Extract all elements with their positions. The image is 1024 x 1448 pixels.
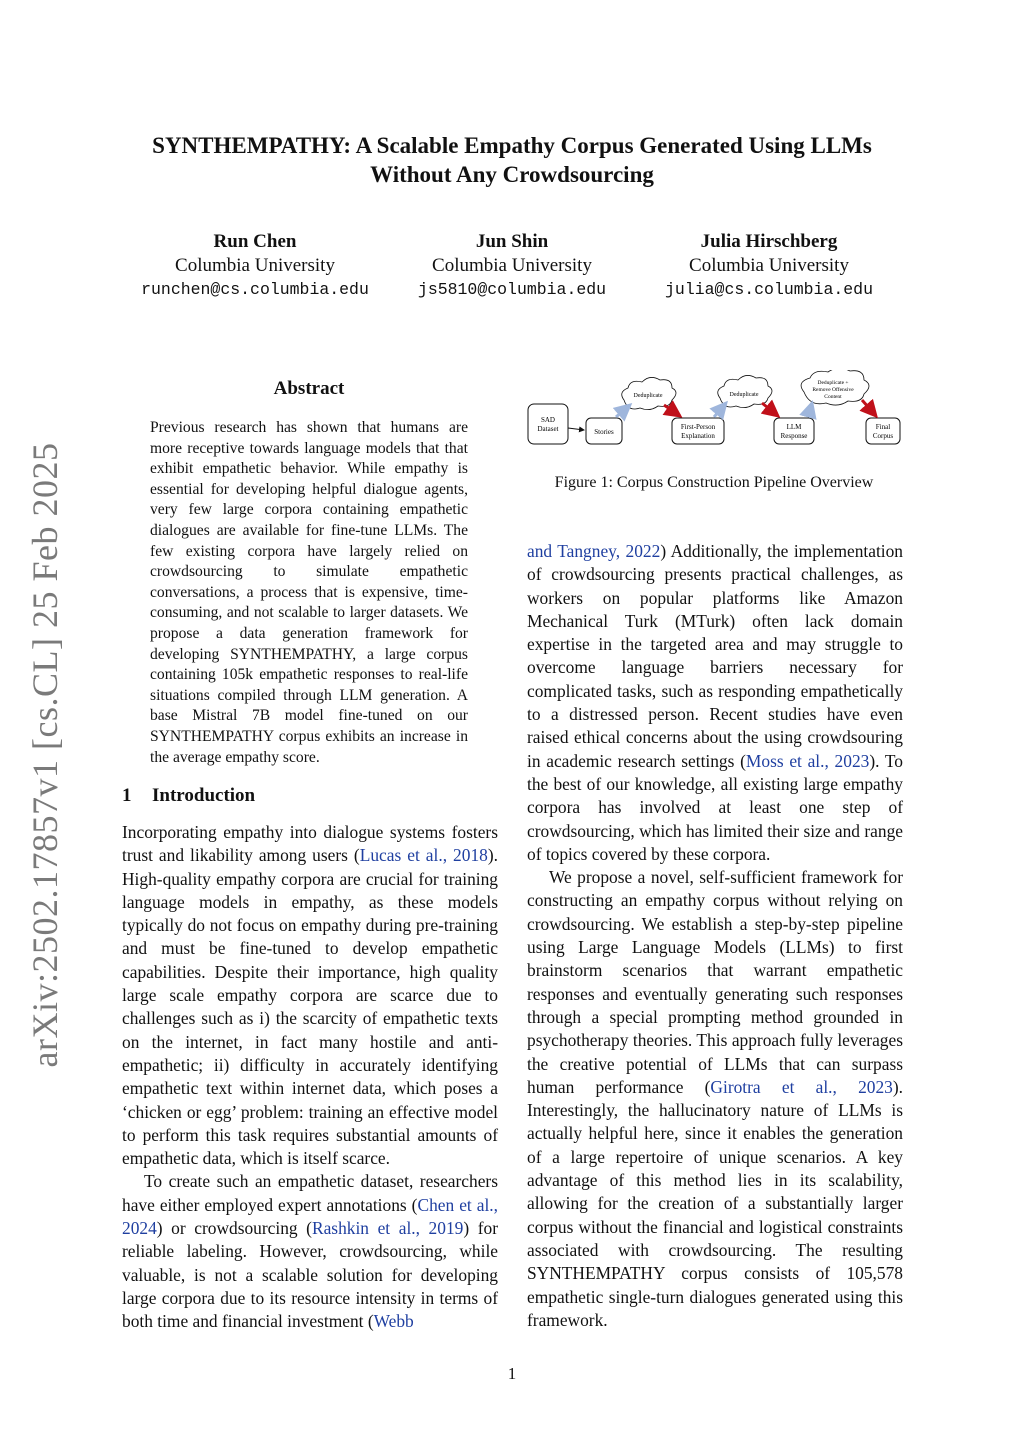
arrow-cloud-to-final	[862, 400, 876, 416]
cloud-label: Deduplicate	[729, 392, 759, 398]
box-label: Final	[875, 423, 891, 431]
citation-link[interactable]: and Tangney, 2022	[527, 541, 661, 561]
author-name: Run Chen	[213, 231, 297, 252]
text-run: ). To the best of our knowledge, all existing large empathy corpora has involved at least one step of crowdsourcing, which has limited their size and range of topics covered by these corpora.	[527, 750, 903, 864]
box-label: LLM	[786, 423, 802, 431]
section-title: Introduction	[152, 785, 256, 806]
author-affiliation: Columbia University	[175, 255, 335, 276]
box-label: Stories	[594, 428, 614, 436]
citation-link[interactable]: Lucas et al., 2018	[359, 845, 488, 866]
arrow-sad-to-stories	[568, 428, 584, 430]
arrow-llm-to-cloud	[808, 403, 812, 417]
section-number: 1	[122, 785, 132, 806]
title-line-1: SYNTHEMPATHY: A Scalable Empathy Corpus Generated Using LLMs	[152, 133, 872, 158]
arxiv-identifier: arXiv:2502.17857v1 [cs.CL] 25 Feb 2025	[25, 442, 65, 1068]
arxiv-stamp	[10, 442, 80, 1068]
paragraph	[527, 866, 903, 1332]
arrow-fpe-to-cloud	[714, 403, 726, 417]
author-name: Jun Shin	[475, 231, 549, 252]
box-first-person-explanation	[672, 418, 724, 444]
citation-link[interactable]: Moss et al., 2023	[745, 750, 870, 771]
arrow-cloud-to-fpe	[664, 405, 680, 416]
text-run: To create such an empathetic dataset, researchers have either employed expert annotations (	[122, 1171, 498, 1215]
text-run: ). High-quality empathy corpora are crucial for training language models in empathy, as these models typically do not focus on empathy during pre-training and must be fine-tuned to develop empathetic capabilities. Despite their importance, high quality large scale empathy corpora are scarce due to challenges such as i) the scarcity of empathetic texts on the internet, in fact many hostile and anti-empathetic; ii) difficulty in accurately identifying empathetic text within internet data, which poses a ‘chicken or egg’ problem: training an effective model to perform this task requires substantial amounts of empathetic data, which is itself scarce.	[122, 845, 498, 1169]
paragraph	[122, 1170, 498, 1333]
citation-link[interactable]: Webb	[373, 1311, 414, 1332]
arrow-stories-to-cloud	[616, 405, 630, 417]
author-affiliation: Columbia University	[432, 255, 592, 276]
citation-link[interactable]: Girotra et al., 2023	[710, 1076, 893, 1097]
paper-title	[80, 131, 944, 189]
box-label: Dataset	[537, 425, 559, 433]
author-1	[105, 230, 405, 302]
author-affiliation: Columbia University	[689, 255, 849, 276]
arrow-cloud-to-llm	[762, 403, 778, 416]
box-label: First-Person	[680, 423, 716, 431]
abstract-heading: Abstract	[273, 378, 345, 399]
author-email: js5810@columbia.edu	[417, 280, 607, 299]
text-run: ). Interestingly, the hallucinatory nature of LLMs is actually helpful here, since it enables the generation of a large repertoire of unique scenarios. A key advantage of this method lies in its scalability, allowing for the creation of a substantially larger corpus without the financial and logistical constraints associated with crowdsourcing. The resulting SYNTHEMPATHY corpus consists of 105,578 empathetic single-turn dialogues generated using this framework.	[527, 1076, 903, 1330]
section-heading	[122, 785, 255, 807]
paragraph	[122, 821, 498, 1170]
author-email: julia@cs.columbia.edu	[665, 280, 873, 299]
title-line-2: Without Any Crowdsourcing	[370, 162, 654, 187]
box-final-corpus	[866, 418, 900, 444]
text-run: ) for reliable labeling. However, crowdsourcing, while valuable, is not a scalable solution for developing large corpora due to its resource intensity in terms of both time and financial investment (	[122, 1218, 499, 1332]
figure-caption: Figure 1: Corpus Construction Pipeline Overview	[554, 474, 874, 491]
author-3	[619, 230, 919, 302]
box-sad-dataset	[528, 404, 568, 444]
box-label: SAD	[540, 416, 556, 424]
cloud-label: Deduplicate +	[817, 380, 849, 386]
left-column	[122, 821, 498, 1334]
citation-link[interactable]: Chen et al., 2024	[122, 1194, 498, 1239]
cloud-label: Content	[824, 394, 842, 400]
right-column	[527, 540, 903, 1332]
paragraph	[527, 540, 903, 866]
citation-link[interactable]: Rashkin et al., 2019	[311, 1218, 464, 1239]
cloud-deduplicate-remove-offensive	[801, 370, 869, 405]
page-number: 1	[507, 1364, 517, 1383]
box-label: Response	[780, 432, 808, 440]
abstract-text: Previous research has shown that humans are more receptive towards language models that that exhibit empathetic behavior. While empathy is essential for developing helpful dialogue agents, very few large corpora containing empathetic dialogues are available for fine-tune LLMs. The few existing corpora have largely relied on crowdsourcing to simulate empathetic conversations, a process that is expensive, time-consuming, and not scalable to larger datasets. We propose a data generation framework for developing SYNTHEMPATHY, a large corpus containing 105k empathetic responses to real-life situations compiled through LLM generation. A base Mistral 7B model fine-tuned on our SYNTHEMPATHY corpus exhibits an increase in the average empathy score.	[150, 419, 468, 766]
cloud-deduplicate-1	[622, 377, 676, 409]
box-label: Corpus	[872, 432, 894, 440]
text-run: ) or crowdsourcing (	[156, 1218, 312, 1239]
author-2	[362, 230, 662, 302]
cloud-label: Deduplicate	[633, 393, 663, 399]
text-run: ) Additionally, the implementation of crowdsourcing presents practical challenges, as workers on popular platforms like Amazon Mechanical Turk (MTurk) often lack domain expertise in the targeted area and may struggle to overcome language barriers necessary for complicated tasks, such as responding empathetically to a distressed person. Recent studies have even raised ethical concerns about the using crowdsouring in academic research settings (	[527, 541, 903, 771]
box-label: Explanation	[681, 432, 715, 440]
pipeline-figure	[524, 370, 904, 460]
text-run: We propose a novel, self-sufficient framework for constructing an empathy corpus without relying on crowdsourcing. We establish a step-by-step pipeline using Large Language Models (LLMs) to first brainstorm scenarios that warrant empathetic responses and eventually generating such responses through a special prompting method grounded in psychotherapy theories. This approach fully leverages the creative potential of LLMs that can surpass human performance (	[527, 867, 903, 1097]
box-stories	[586, 418, 622, 444]
author-email: runchen@cs.columbia.edu	[141, 280, 369, 299]
author-name: Julia Hirschberg	[700, 231, 838, 252]
text-run: Incorporating empathy into dialogue systems fosters trust and likability among users (	[122, 822, 498, 866]
cloud-label: Remove Offensive	[812, 387, 854, 393]
box-llm-response	[774, 418, 814, 444]
